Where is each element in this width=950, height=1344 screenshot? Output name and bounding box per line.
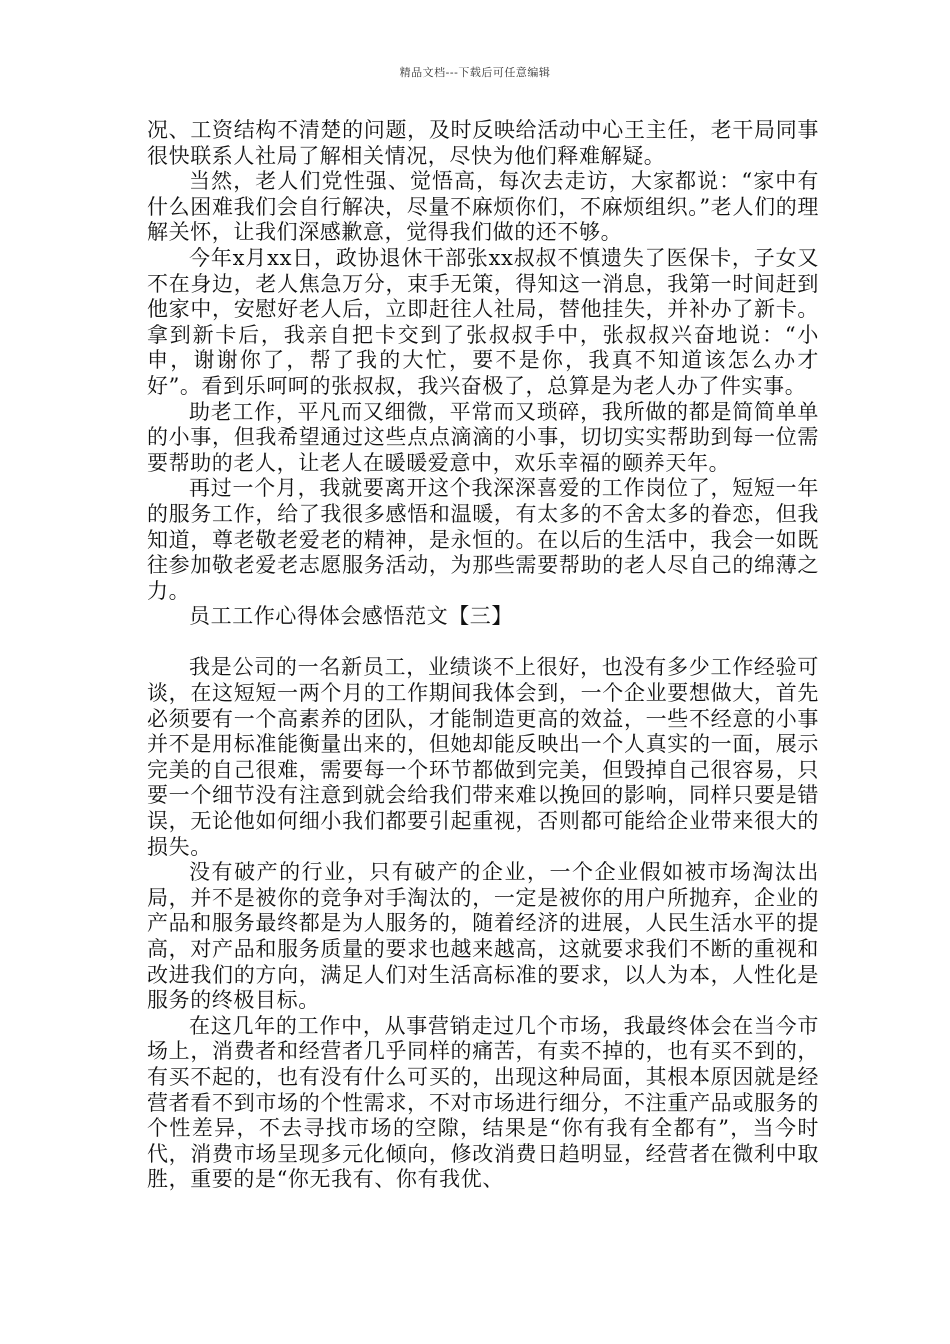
paragraph: 今年x月xx日，政协退休干部张xx叔叔不慎遗失了医保卡，子女又不在身边，老人焦急万分，束手无策，得知这一消息，我第一时间赶到他家中，安慰好老人后，立即赶往人社局，替他挂失，并补办了新卡。拿到新卡后，我亲自把卡交到了张叔叔手中，张叔叔兴奋地说：“小申，谢谢你了，帮了我的大忙，要不是你，我真不知道该怎么办才好”。看到乐呵呵的张叔叔，我兴奋极了，总算是为老人办了件实事。 — [147, 245, 819, 398]
paragraph: 当然，老人们党性强、觉悟高，每次去走访，大家都说：“家中有什么困难我们会自行解决，尽量不麻烦你们，不麻烦组织。”老人们的理解关怀，让我们深感歉意，觉得我们做的还不够。 — [147, 169, 819, 245]
blank-line — [147, 630, 819, 656]
paragraph: 在这几年的工作中，从事营销走过几个市场，我最终体会在当今市场上，消费者和经营者几乎同样的痛苦，有卖不掉的，也有买不到的，有买不起的，也有没有什么可买的，出现这种局面，其根本原因就是经营者看不到市场的个性需求，不对市场进行细分，不注重产品或服务的个性差异，不去寻找市场的空隙，结果是“你有我有全都有”，当今时代，消费市场呈现多元化倾向，修改消费日趋明显，经营者在微利中取胜，重要的是“你无我有、你有我优、 — [147, 1013, 819, 1192]
page-header: 精品文档---下载后可任意编辑 — [399, 66, 551, 79]
paragraph-continuation: 况、工资结构不清楚的问题，及时反映给活动中心王主任，老干局同事很快联系人社局了解相关情况，尽快为他们释难解疑。 — [147, 118, 819, 168]
document-body — [147, 118, 819, 1193]
paragraph: 没有破产的行业，只有破产的企业，一个企业假如被市场淘汰出局，并不是被你的竞争对手淘汰的，一定是被你的用户所抛弃，企业的产品和服务最终都是为人服务的，随着经济的进展，人民生活水平的提高，对产品和服务质量的要求也越来越高，这就要求我们不断的重视和改进我们的方向，满足人们对生活高标准的要求，以人为本，人性化是服务的终极目标。 — [147, 860, 819, 1013]
section-heading: 员工工作心得体会感悟范文【三】 — [189, 604, 513, 629]
paragraph: 我是公司的一名新员工，业绩谈不上很好，也没有多少工作经验可谈，在这短短一两个月的工作期间我体会到，一个企业要想做大，首先必须要有一个高素养的团队，才能制造更高的效益，一些不经意的小事并不是用标准能衡量出来的，但她却能反映出一个人真实的一面，展示完美的自己很难，需要每一个环节都做到完美，但毁掉自己很容易，只要一个细节没有注意到就会给我们带来难以挽回的影响，同样只要是错误，无论他如何细小我们都要引起重视，否则都可能给企业带来很大的损失。 — [147, 655, 819, 859]
paragraph: 助老工作，平凡而又细微，平常而又琐碎，我所做的都是简简单单的小事，但我希望通过这些点点滴滴的小事，切切实实帮助到每一位需要帮助的老人，让老人在暖暖爱意中，欢乐幸福的颐养天年。 — [147, 399, 819, 475]
paragraph: 再过一个月，我就要离开这个我深深喜爱的工作岗位了，短短一年的服务工作，给了我很多感悟和温暖，有太多的不舍太多的眷恋，但我知道，尊老敬老爱老的精神，是永恒的。在以后的生活中，我会一如既往参加敬老爱老志愿服务活动，为那些需要帮助的老人尽自己的绵薄之力。 — [147, 476, 819, 603]
